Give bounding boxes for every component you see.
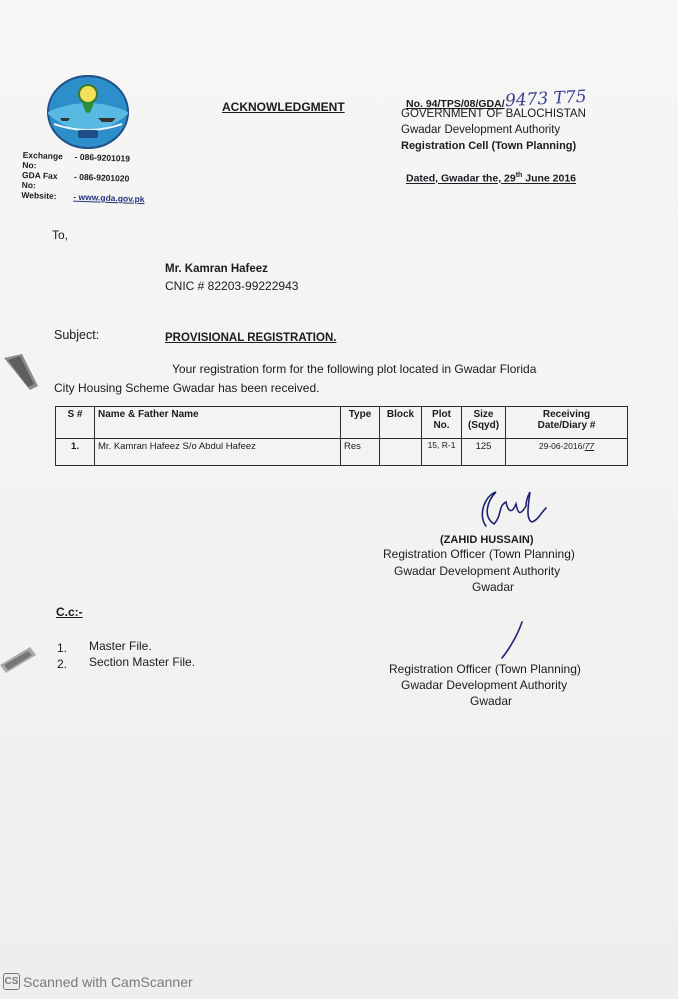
- cell-receiving: 29-06-2016/77: [506, 439, 628, 466]
- staple-mark: [2, 352, 42, 392]
- website-link[interactable]: - www.gda.gov.pk: [73, 191, 145, 205]
- col-header-block: Block: [380, 407, 422, 439]
- subject-text: PROVISIONAL REGISTRATION.: [165, 332, 337, 344]
- footer-designation: Registration Officer (Town Planning): [389, 662, 581, 676]
- cc-item: Master File.: [89, 639, 152, 653]
- government-line: GOVERNMENT OF BALOCHISTAN: [401, 108, 586, 120]
- body-paragraph-line2: City Housing Scheme Gwadar has been received.: [54, 381, 320, 395]
- footer-location: Gwadar: [470, 694, 513, 708]
- signature-scribble: [468, 486, 558, 536]
- signatory-name: (ZAHID HUSSAIN): [440, 534, 534, 546]
- date-line: Dated, Gwadar the, 29th June 2016: [406, 172, 577, 185]
- registration-table: [55, 406, 628, 466]
- exchange-number: - 086-9201019: [74, 151, 131, 164]
- cell-name: Mr. Kamran Hafeez S/o Abdul Hafeez: [95, 439, 341, 466]
- cc-item-number: 2.: [57, 657, 68, 671]
- cell-size: 125: [462, 439, 506, 466]
- col-header-size: Size (Sqyd): [462, 407, 506, 439]
- camscanner-icon: CS: [3, 973, 20, 990]
- signatory-location: Gwadar: [472, 580, 515, 594]
- authority-line: Gwadar Development Authority: [401, 124, 561, 136]
- signatory-designation: Registration Officer (Town Planning): [383, 547, 575, 561]
- scanner-watermark: [3, 973, 193, 990]
- exchange-label: Exchange No:: [22, 149, 64, 171]
- recipient-name: Mr. Kamran Hafeez: [165, 263, 268, 275]
- cell-type: Res: [341, 439, 380, 466]
- website-label: Website:: [21, 189, 57, 202]
- subject-label: Subject:: [54, 328, 100, 342]
- cell-sno: 1.: [56, 439, 95, 466]
- fax-number: - 086-9201020: [73, 171, 130, 184]
- department-line: Registration Cell (Town Planning): [401, 140, 577, 152]
- table-header-row: [56, 407, 628, 439]
- col-header-receiving: Receiving Date/Diary #: [506, 407, 628, 439]
- reference-prefix: No. 94/TPS/08/GDA/: [406, 98, 505, 110]
- document-title: ACKNOWLEDGMENT: [222, 100, 345, 114]
- signatory-authority: Gwadar Development Authority: [394, 564, 561, 578]
- recipient-cnic: CNIC # 82203-99222943: [165, 279, 299, 293]
- table-row: [56, 439, 628, 466]
- body-paragraph-line1: Your registration form for the following plot located in Gwadar Florida: [172, 362, 537, 376]
- initial-mark: [500, 620, 530, 660]
- col-header-type: Type: [341, 407, 380, 439]
- footer-authority: Gwadar Development Authority: [401, 678, 568, 692]
- cc-item: Section Master File.: [89, 655, 196, 669]
- cc-item-number: 1.: [57, 641, 68, 655]
- cc-label: C.c:-: [56, 605, 83, 619]
- handwritten-diary-number: 9473 T75: [504, 86, 587, 112]
- to-label: To,: [52, 228, 69, 242]
- cell-plot: 15, R-1: [422, 439, 462, 466]
- fax-label: GDA Fax No:: [21, 169, 58, 191]
- watermark-text: Scanned with CamScanner: [23, 973, 193, 990]
- col-header-sno: S #: [56, 407, 95, 439]
- cell-block: [380, 439, 422, 466]
- contact-info: [21, 150, 146, 204]
- staple-mark: [0, 645, 38, 675]
- gda-logo: [46, 74, 130, 150]
- col-header-name: Name & Father Name: [95, 407, 341, 439]
- col-header-plot: Plot No.: [422, 407, 462, 439]
